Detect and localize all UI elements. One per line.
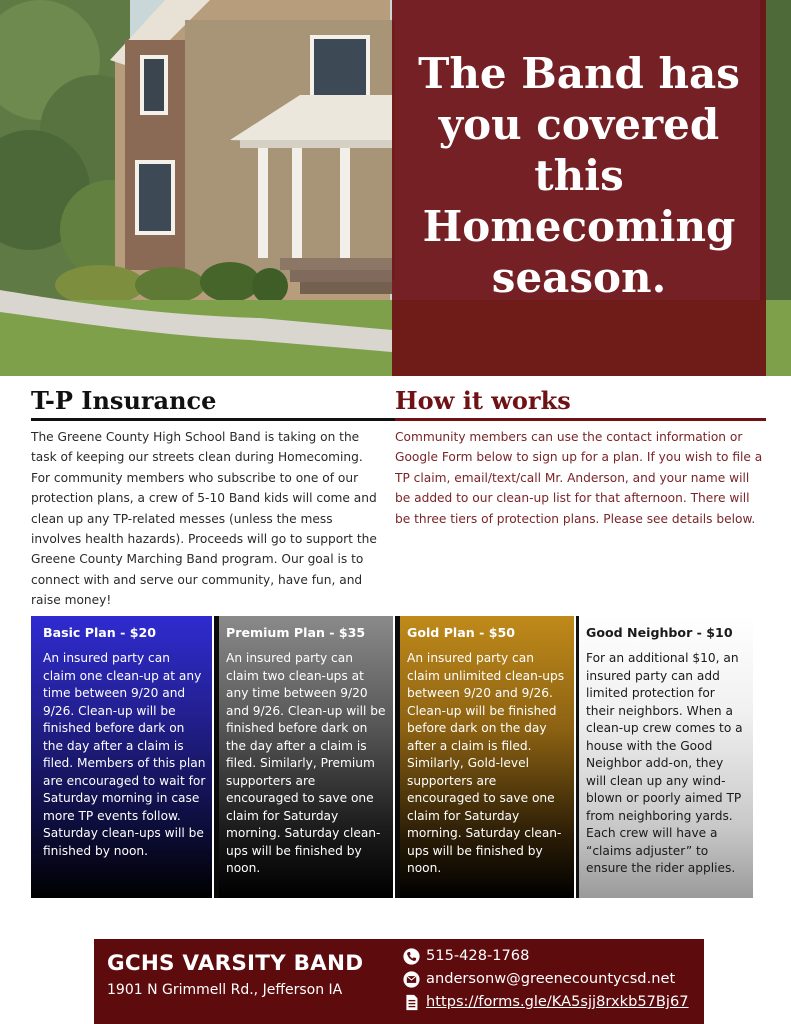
email-address: andersonw@greenecountycsd.net: [426, 970, 676, 987]
phone-contact[interactable]: [403, 946, 529, 966]
plan-title: Gold Plan - $50: [407, 625, 516, 640]
plan-card-basic: [31, 616, 212, 898]
how-it-works-text: Community members can use the contact information or Google Form below to sign up for a plan. If you wish to file a TP claim, email/text/call Mr. Anderson, and your name will be added to our clean-up list for that afternoon. There will be three tiers of protection plans. Please see details below.: [395, 430, 763, 526]
how-it-works-heading: How it works: [395, 386, 571, 415]
phone-number: 515-428-1768: [426, 947, 530, 964]
plan-description: An insured party can claim unlimited clean-ups between 9/20 and 9/26. Clean-up will be finished before dark on the day after a claim is filed. Similarly, Gold-level supporters are encouraged to save one claim for Saturday morning. Saturday clean-ups will be finished by noon.: [407, 651, 565, 875]
contact-footer: [94, 939, 704, 1024]
how-it-works-divider: [395, 418, 766, 421]
hero-title: The Band has you covered this Homecoming season.: [418, 48, 740, 302]
plan-card-gold: [395, 616, 574, 898]
email-contact[interactable]: [403, 969, 675, 989]
google-form-link[interactable]: https://forms.gle/KA5sjj8rxkb57Bj67: [426, 993, 689, 1010]
plan-card-premium: [214, 616, 393, 898]
phone-icon: [403, 948, 420, 965]
insurance-text: The Greene County High School Band is taking on the task of keeping our streets clean during Homecoming. For community members who subscribe to one of our protection plans, a crew of 5-10 Band kids will come and clean up any TP-related messes (unless the mess involves health hazards). Proceeds will go to support the Greene County Marching Band program. Our goal is to connect with and serve our community, have fun, and raise money!: [31, 430, 377, 608]
how-it-works-section: [395, 384, 767, 529]
band-address: 1901 N Grimmell Rd., Jefferson IA: [107, 982, 343, 998]
hero-title-panel: [392, 0, 766, 376]
insurance-heading: T-P Insurance: [31, 386, 217, 415]
mail-icon: [403, 971, 420, 988]
plan-card-good-neighbor: [576, 616, 753, 898]
plans-row: [31, 616, 753, 898]
plan-title: Basic Plan - $20: [43, 625, 157, 640]
form-contact[interactable]: [403, 992, 689, 1012]
insurance-section: [31, 384, 383, 611]
plan-title: Premium Plan - $35: [226, 625, 366, 640]
form-icon: [403, 994, 420, 1011]
plan-description: An insured party can claim one clean-up at any time between 9/20 and 9/26. Clean-up will be finished before dark on the day after a claim is filed. Members of this plan are encouraged to wait for Saturday morning in case more TP events follow. Saturday clean-ups will be finished by noon.: [43, 651, 206, 858]
insurance-divider: [31, 418, 395, 421]
plan-description: An insured party can claim two clean-ups at any time between 9/20 and 9/26. Clean-up will be finished before dark on the day after a claim is filed. Similarly, Premium supporters are encouraged to save one claim for Saturday morning. Saturday clean-ups will be finished by noon.: [226, 651, 386, 875]
hero-banner: [0, 0, 791, 376]
plan-description: For an additional $10, an insured party can add limited protection for their neighbors. When a clean-up crew comes to a house with the Good Neighbor add-on, they will clean up any wind-blown or poorly aimed TP from neighboring yards. Each crew will have a “claims adjuster” to ensure the rider applies.: [586, 651, 743, 875]
plan-title: Good Neighbor - $10: [586, 625, 733, 640]
band-name: GCHS VARSITY BAND: [107, 951, 364, 976]
